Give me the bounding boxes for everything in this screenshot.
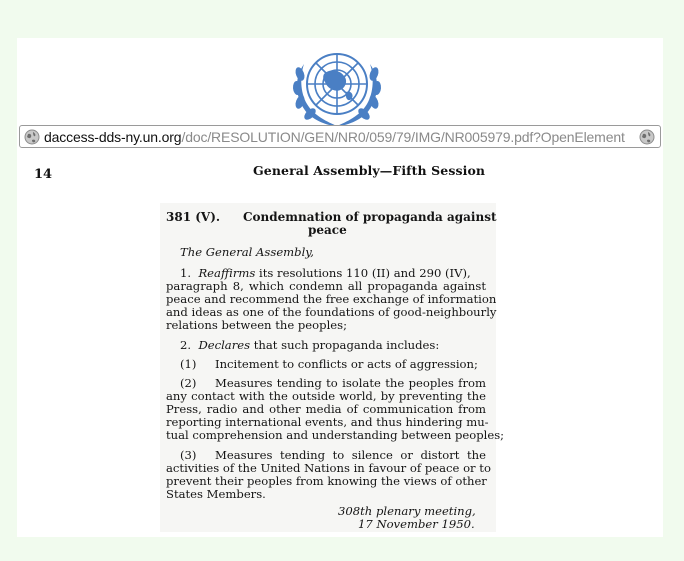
un-emblem-logo	[288, 44, 386, 128]
globe-icon[interactable]	[639, 129, 655, 145]
item-3-num: (3)	[180, 448, 197, 462]
resolution-title-line1: Condemnation of propaganda against	[243, 210, 497, 224]
p1-verb: Reaffirms	[198, 266, 256, 280]
item-2-line-1: any contact with the outside world, by preventing the	[166, 389, 486, 403]
p1-line-1: paragraph 8, which condemn all propaganda against	[166, 279, 486, 293]
item-3-line-0: Measures tending to silence or distort the	[215, 448, 486, 462]
resolution-scan	[160, 203, 505, 532]
resolution-title-line2: peace	[308, 223, 347, 237]
p2-rest: that such propaganda includes:	[253, 338, 440, 352]
url-path: /doc/RESOLUTION/GEN/NR0/059/79/IMG/NR005979.pdf?OpenElement	[181, 129, 625, 145]
item-2-num: (2)	[180, 376, 197, 390]
item-2-line-2: Press, radio and other media of communication from	[166, 402, 486, 416]
item-1-text: Incitement to conflicts or acts of aggression;	[215, 357, 478, 371]
intro: The General Assembly,	[180, 245, 314, 259]
paragraph-2	[180, 339, 439, 352]
date-line: 17 November 1950.	[358, 517, 475, 531]
meeting-line: 308th plenary meeting,	[338, 504, 476, 518]
item-3-line-2: prevent their peoples from knowing the views of other	[166, 474, 487, 488]
item-1-num: (1)	[180, 357, 197, 371]
resolution-number: 381 (V).	[166, 210, 221, 224]
item-3-line-3: States Members.	[166, 487, 266, 501]
item-2-line-3: reporting international events, and thus hindering mu-	[166, 415, 489, 429]
running-head: General Assembly—Fifth Session	[253, 163, 486, 178]
item-2-line-4: tual comprehension and understanding between peoples;	[166, 428, 505, 442]
p1-num: 1.	[180, 266, 192, 280]
url-text[interactable]	[44, 129, 625, 145]
p1-line-0: its resolutions 110 (II) and 290 (IV),	[259, 266, 471, 280]
p2-num: 2.	[180, 338, 192, 352]
p1-line-2: peace and recommend the free exchange of information	[166, 292, 497, 306]
globe-icon	[24, 129, 40, 145]
page-number: 14	[34, 167, 53, 182]
p1-line-4: relations between the peoples;	[166, 318, 347, 332]
address-bar[interactable]	[19, 125, 661, 148]
item-2-line-0: Measures tending to isolate the peoples from	[215, 376, 486, 390]
p1-line-3: and ideas as one of the foundations of good-neighbourly	[166, 305, 497, 319]
item-3-line-1: activities of the United Nations in favour of peace or to	[166, 461, 491, 475]
p2-verb: Declares	[198, 338, 251, 352]
url-host: daccess-dds-ny.un.org	[44, 129, 182, 145]
